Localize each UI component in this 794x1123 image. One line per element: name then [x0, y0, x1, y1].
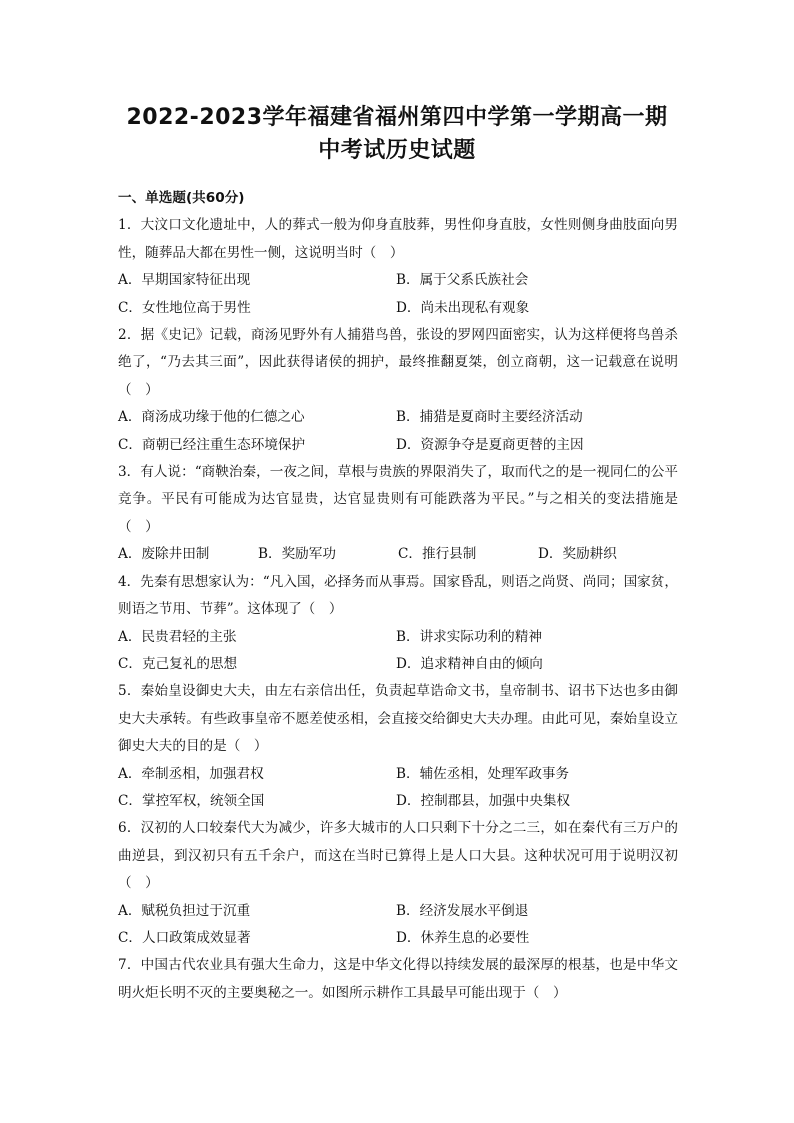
- option-c: C．掌控军权，统领全国: [118, 792, 265, 809]
- option-a: A．牵制丞相，加强君权: [118, 765, 264, 782]
- question: [118, 459, 678, 569]
- option-c: C．商朝已经注重生态环境保护: [118, 436, 306, 453]
- option-b: B．辅佐丞相，处理军政事务: [396, 765, 570, 782]
- options: [118, 541, 678, 568]
- option-b: B．讲求实际功利的精神: [396, 628, 542, 645]
- option-d: D．奖励耕织: [538, 546, 617, 563]
- option-a: A．早期国家特征出现: [118, 272, 251, 289]
- question: [118, 569, 678, 679]
- question: [118, 678, 678, 815]
- question-stem: 5．秦始皇设御史大夫，由左右亲信出任，负责起草诰命文书，皇帝制书、诏书下达也多由御史大夫承转。有些政事皇帝不愿差使丞相，会直接交给御史大夫办理。由此可见，秦始皇设立御史大夫的目的是（ ）: [118, 683, 678, 755]
- exam-title-line-2: 中考试历史试题: [318, 138, 476, 163]
- exam-content: [118, 185, 678, 1007]
- option-b: B．属于父系氏族社会: [396, 272, 529, 289]
- question-stem: 4．先秦有思想家认为：“凡入国，必择务而从事焉。国家昏乱，则语之尚贤、尚同；国家贫，则语之节用、节葬”。这体现了（ ）: [118, 573, 678, 618]
- exam-title-line-1: 2022-2023学年福建省福州第四中学第一学期高一期: [126, 105, 668, 130]
- option-d: D．尚未出现私有观象: [396, 299, 530, 316]
- option-d: D．资源争夺是夏商更替的主因: [396, 436, 584, 453]
- option-b: B．捕猎是夏商时主要经济活动: [396, 409, 583, 426]
- option-a: A．民贵君轻的主张: [118, 628, 237, 645]
- option-a: A．废除井田制: [118, 546, 210, 563]
- option-b: B．奖励军功: [258, 546, 336, 563]
- option-d: D．休养生息的必要性: [396, 929, 530, 946]
- question-stem: 7．中国古代农业具有强大生命力，这是中华文化得以持续发展的最深厚的根基，也是中华文明火炬长明不灭的主要奥秘之一。如图所示耕作工具最早可能出现于（ ）: [118, 957, 678, 1001]
- options: [118, 267, 678, 322]
- option-c: C．克己复礼的思想: [118, 655, 238, 672]
- option-d: D．追求精神自由的倾向: [396, 655, 543, 672]
- question: [118, 212, 678, 322]
- question-stem: 6．汉初的人口较秦代大为减少，许多大城市的人口只剩下十分之二三，如在秦代有三万户的曲逆县，到汉初只有五千余户，而这在当时已算得上是人口大县。这种状况可用于说明汉初（ ）: [118, 820, 678, 892]
- options: [118, 761, 678, 816]
- option-b: B．经济发展水平倒退: [396, 902, 529, 919]
- question-stem: 1．大汶口文化遗址中，人的葬式一般为仰身直肢葬，男性仰身直肢，女性则侧身曲肢面向男性，随葬品大都在男性一侧，这说明当时（ ）: [118, 217, 678, 261]
- option-d: D．控制郡县，加强中央集权: [396, 792, 571, 809]
- question-stem: 3．有人说：“商鞅治秦，一夜之间，草根与贵族的界限消失了，取而代之的是一视同仁的公平竞争。平民有可能成为达官显贵，达官显贵则有可能跌落为平民。”与之相关的变法措施是（ ）: [118, 464, 678, 535]
- options: [118, 624, 678, 679]
- question: [118, 952, 678, 1007]
- section-heading: 一、单选题(共60分): [118, 190, 245, 206]
- question-stem: 2．据《史记》记载，商汤见野外有人捕猎鸟兽，张设的罗网四面密实，认为这样便将鸟兽杀绝了，“乃去其三面”，因此获得诸侯的拥护，最终推翻夏桀，创立商朝，这一记载意在说明（ ）: [118, 327, 678, 398]
- option-a: A．商汤成功缘于他的仁德之心: [118, 409, 305, 426]
- option-a: A．赋税负担过于沉重: [118, 902, 251, 919]
- option-c: C．推行县制: [398, 546, 477, 563]
- options: [118, 898, 678, 953]
- option-c: C．女性地位高于男性: [118, 299, 251, 316]
- option-c: C．人口政策成效显著: [118, 929, 251, 946]
- options: [118, 404, 678, 459]
- question: [118, 815, 678, 952]
- question: [118, 322, 678, 459]
